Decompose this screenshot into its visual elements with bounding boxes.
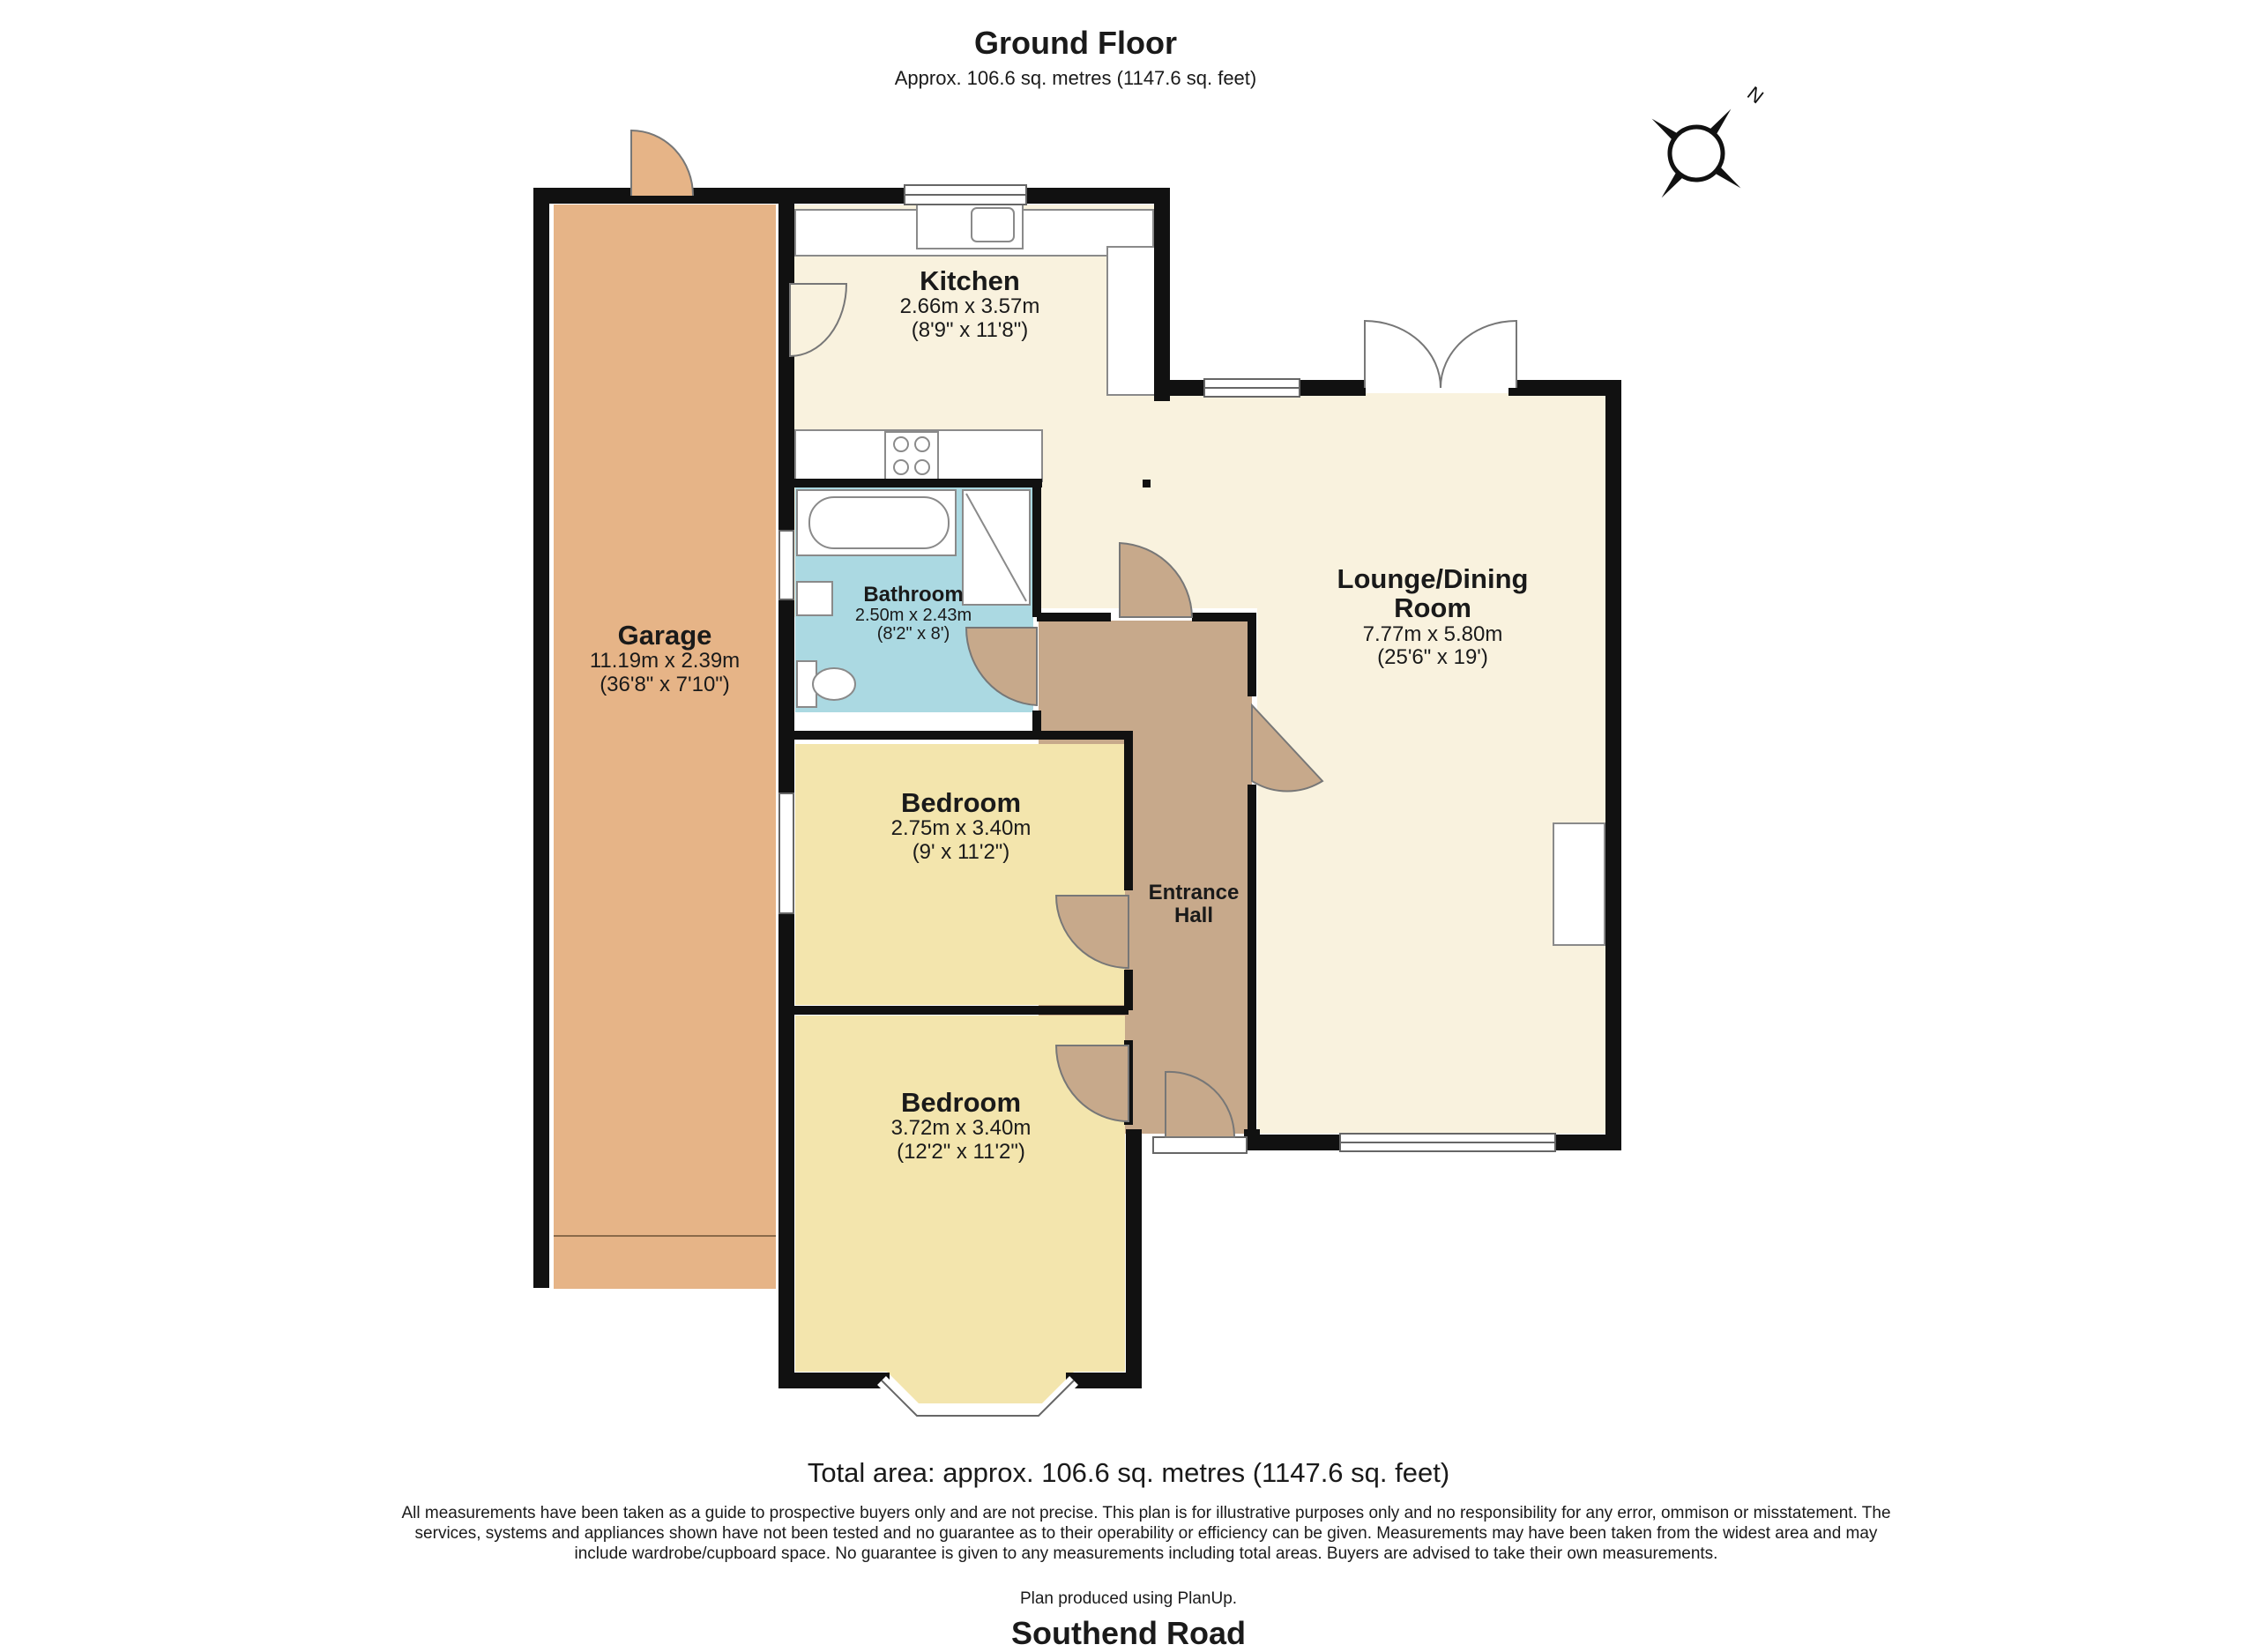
room-dimensions: 3.72m x 3.40m — [890, 1116, 1032, 1141]
front-door-frame — [1153, 1137, 1247, 1153]
room-dimensions-imperial: (25'6" x 19') — [1377, 645, 1488, 670]
room-dimensions-imperial: (9' x 11'2") — [912, 839, 1010, 864]
room-name: Bathroom — [863, 583, 964, 606]
room-dimensions-imperial: (12'2" x 11'2") — [897, 1139, 1025, 1164]
basin — [797, 582, 832, 615]
sink-bowl — [972, 208, 1014, 242]
compass-ring — [1659, 116, 1733, 190]
hob — [885, 432, 938, 480]
garage-door — [631, 130, 693, 196]
room-name: Kitchen — [920, 265, 1020, 296]
disclaimer: All measurements have been taken as a guide to prospective buyers only and are not precise. This plan is for illustrative purposes only and no responsibility for any error, ommison or misstatement. The services, systems and appliances shown have not been tested and no guarantee as to their operability or efficiency can be given. Measurements may have been taken from the widest area and may include wardrobe/cupboard space. No guarantee is given to any measurements including total areas. Buyers are advised to take their own measurements. — [401, 1504, 1891, 1563]
room-label-kitchen — [846, 266, 1093, 342]
hob-ring — [915, 460, 929, 474]
bedroom1-window — [779, 793, 793, 913]
room-dimensions-imperial: (36'8" x 7'10") — [600, 672, 730, 696]
room-name: Entrance — [1148, 881, 1240, 904]
hall-fill-lower — [1134, 733, 1252, 1134]
bedroom1-fill — [795, 744, 1125, 1005]
page-subtitle: Approx. 106.6 sq. metres (1147.6 sq. feet) — [894, 67, 1257, 89]
hob-ring — [894, 460, 908, 474]
hob-ring — [915, 437, 929, 451]
kitchen-counter-right — [1107, 247, 1157, 395]
road-name: Southend Road — [1011, 1615, 1246, 1651]
compass-north-label: N — [1743, 81, 1769, 108]
chimney-breast — [1553, 823, 1605, 945]
bath-inner — [809, 497, 949, 548]
room-label-lounge — [1270, 564, 1596, 670]
garage-fill — [554, 205, 776, 1289]
room-label-garage — [554, 621, 776, 696]
french-door-left — [1365, 321, 1441, 388]
room-name-line2: Hall — [1173, 904, 1213, 928]
room-name: Bedroom — [900, 1087, 1022, 1118]
room-label-hall — [1137, 882, 1250, 928]
room-name: Lounge/Dining — [1337, 563, 1529, 594]
room-label-bedroom-1 — [811, 788, 1111, 864]
hob-ring — [894, 437, 908, 451]
room-name: Garage — [617, 620, 712, 651]
room-dimensions-imperial: (8'9" x 11'8") — [911, 317, 1029, 342]
room-dimensions: 2.75m x 3.40m — [890, 816, 1032, 841]
page-title: Ground Floor — [974, 25, 1177, 61]
room-dimensions-imperial: (8'2" x 8') — [876, 623, 950, 644]
bathroom-window — [779, 531, 793, 599]
room-label-bedroom-2 — [811, 1088, 1111, 1164]
room-dimensions: 7.77m x 5.80m — [1362, 621, 1503, 646]
room-dimensions: 11.19m x 2.39m — [589, 649, 741, 673]
room-name-line2: Room — [1394, 592, 1471, 624]
room-dimensions: 2.66m x 3.57m — [899, 294, 1040, 319]
room-name: Bedroom — [900, 787, 1022, 818]
wc-bowl — [813, 668, 855, 700]
ceiling-point — [1143, 480, 1151, 487]
room-dimensions: 2.50m x 2.43m — [854, 605, 972, 625]
total-area: Total area: approx. 106.6 sq. metres (1147.6 sq. feet) — [807, 1457, 1450, 1488]
french-door-right — [1441, 321, 1516, 388]
room-label-bathroom — [832, 584, 994, 644]
produced-by: Plan produced using PlanUp. — [1019, 1589, 1238, 1608]
